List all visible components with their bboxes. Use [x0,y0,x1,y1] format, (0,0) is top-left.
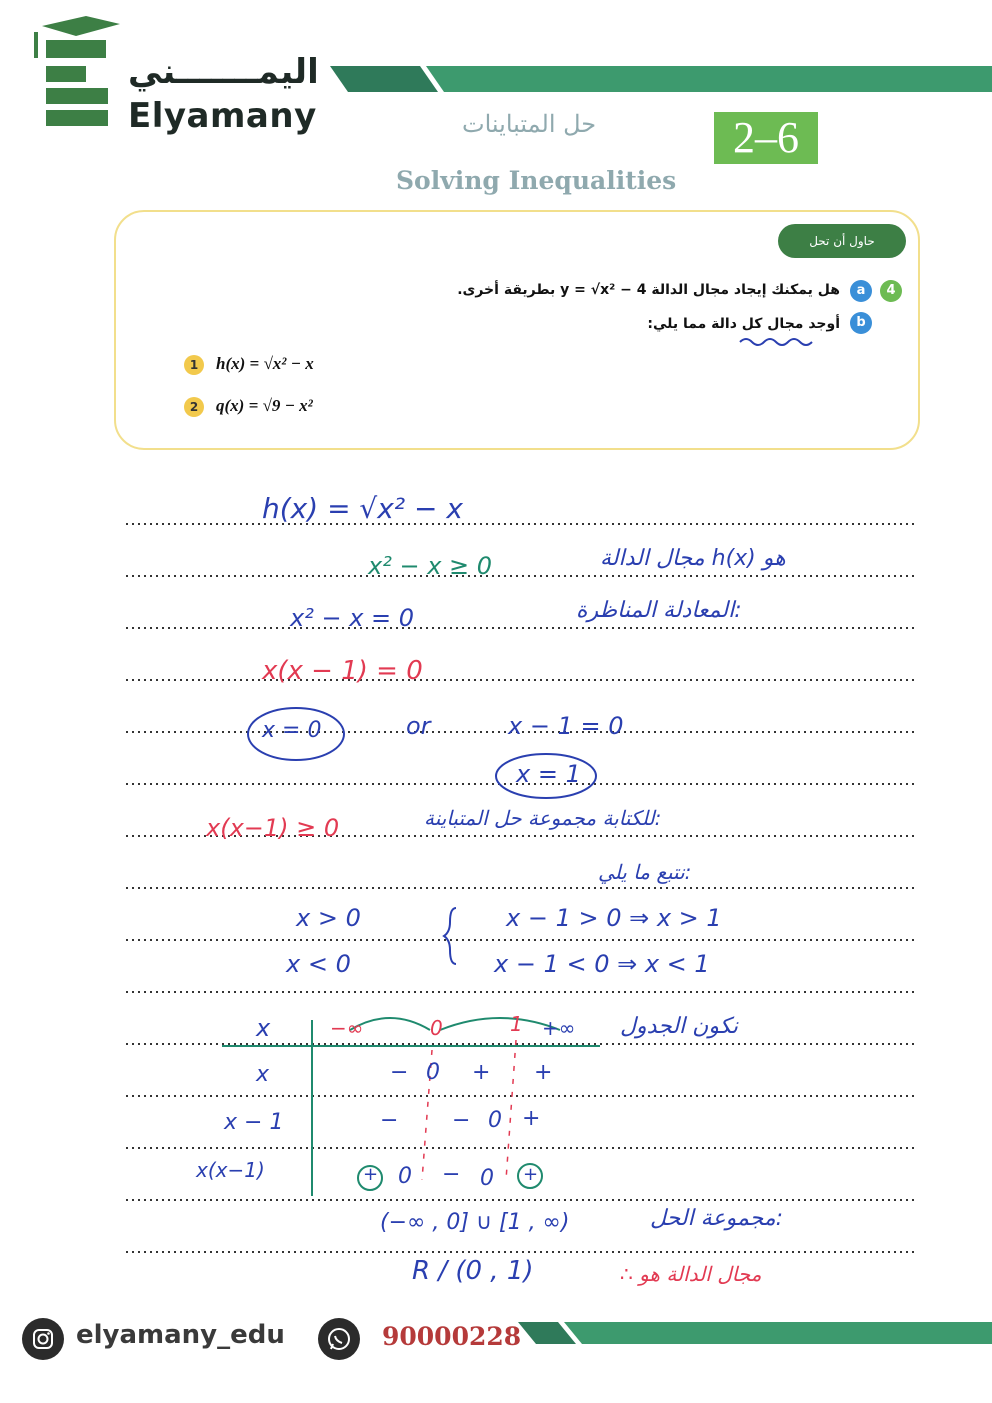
page-title-arabic: حل المتباينات [462,110,597,138]
solution-line-4: x(x − 1) = 0 [262,656,423,686]
table-row-2-label: x − 1 [224,1110,284,1135]
table-row-2-cell-4: + [522,1106,541,1131]
solution-line-6: x = 1 [516,760,581,788]
table-row-3-cell-5: + [523,1164,539,1185]
table-header-x: x [256,1014,271,1042]
table-row-3-cell-2: 0 [398,1164,412,1189]
page-title-english: Solving Inequalities [396,166,677,195]
instagram-icon [22,1318,64,1360]
table-row-1-cell-2: 0 [426,1060,440,1085]
table-row-2-cell-2: − [452,1108,471,1133]
table-row-3-cell-3: − [442,1162,461,1187]
phone-number: 90000228 [382,1322,522,1351]
table-row-1-cell-4: + [534,1060,553,1085]
table-row-3-cell-1: + [363,1164,379,1185]
case-2-left: x < 0 [286,950,351,978]
footer-stripes [518,1322,992,1346]
question-number-badge: 4 [880,280,902,302]
table-header-pos-inf: +∞ [542,1016,576,1040]
part-b-badge: b [850,312,872,334]
case-1-left: x > 0 [296,904,361,932]
case-1-right: x − 1 > 0 ⇒ x > 1 [506,904,722,932]
table-title: نكون الجدول [620,1014,738,1039]
solution-line-8: نتبع ما يلي: [598,860,692,884]
item-2-badge: 2 [184,397,204,417]
table-row-2-cell-1: − [380,1108,399,1133]
solution-line-2-right: مجال الدالة h(x) هو [600,546,786,571]
solution-line-7-left: x(x−1) ≥ 0 [206,814,340,842]
table-row-2-cell-3: 0 [488,1108,502,1133]
table-row-3-label: x(x−1) [196,1158,265,1182]
solution-line-3-right: المعادلة المناظرة: [576,598,742,623]
logo-arabic-text: اليمـــــــني [128,52,319,92]
part-b-text: أوجد مجال كل دالة مما يلي: [647,316,840,332]
part-a-badge: a [850,280,872,302]
table-header-zero: 0 [430,1016,443,1040]
solution-line-5-b: x − 1 = 0 [508,712,624,740]
item-2-text: q(x) = √9 − x² [216,396,313,415]
solution-line-2-left: x² − x ≥ 0 [368,552,493,580]
solution-set: (−∞ , 0] ∪ [1 , ∞) [380,1210,570,1235]
table-row-1-cell-3: + [472,1060,491,1085]
solution-line-7-right: للكتابة مجموعة حل المتباينة: [424,806,662,830]
solution-line-1: h(x) = √x² − x [262,492,463,525]
solution-line-3-left: x² − x = 0 [290,604,415,632]
solution-set-label: مجموعة الحل: [650,1206,784,1231]
solution-line-5-a: x = 0 [262,718,322,743]
table-header-neg-inf: −∞ [330,1016,364,1040]
solution-line-5-or: or [406,712,431,740]
lesson-number-badge: 2–6 [714,112,818,164]
logo-english-text: Elyamany [128,96,317,136]
social-handle: elyamany_edu [76,1320,285,1350]
domain-answer: R / (0 , 1) [412,1256,534,1286]
table-row-1-label: x [256,1062,270,1087]
item-1-text: h(x) = √x² − x [216,354,314,373]
case-2-right: x − 1 < 0 ⇒ x < 1 [494,950,710,978]
table-row-1-cell-1: − [390,1060,409,1085]
try-it-tab: حاول أن تحل [778,224,906,258]
table-header-one: 1 [510,1012,523,1036]
table-row-3-cell-4: 0 [480,1166,494,1191]
part-a-text: هل يمكنك إيجاد مجال الدالة y = √x² − 4 بطريقة أخرى. [457,282,840,298]
item-1-badge: 1 [184,355,204,375]
whatsapp-icon [318,1318,360,1360]
domain-label: ∴ مجال الدالة هو [620,1262,762,1286]
